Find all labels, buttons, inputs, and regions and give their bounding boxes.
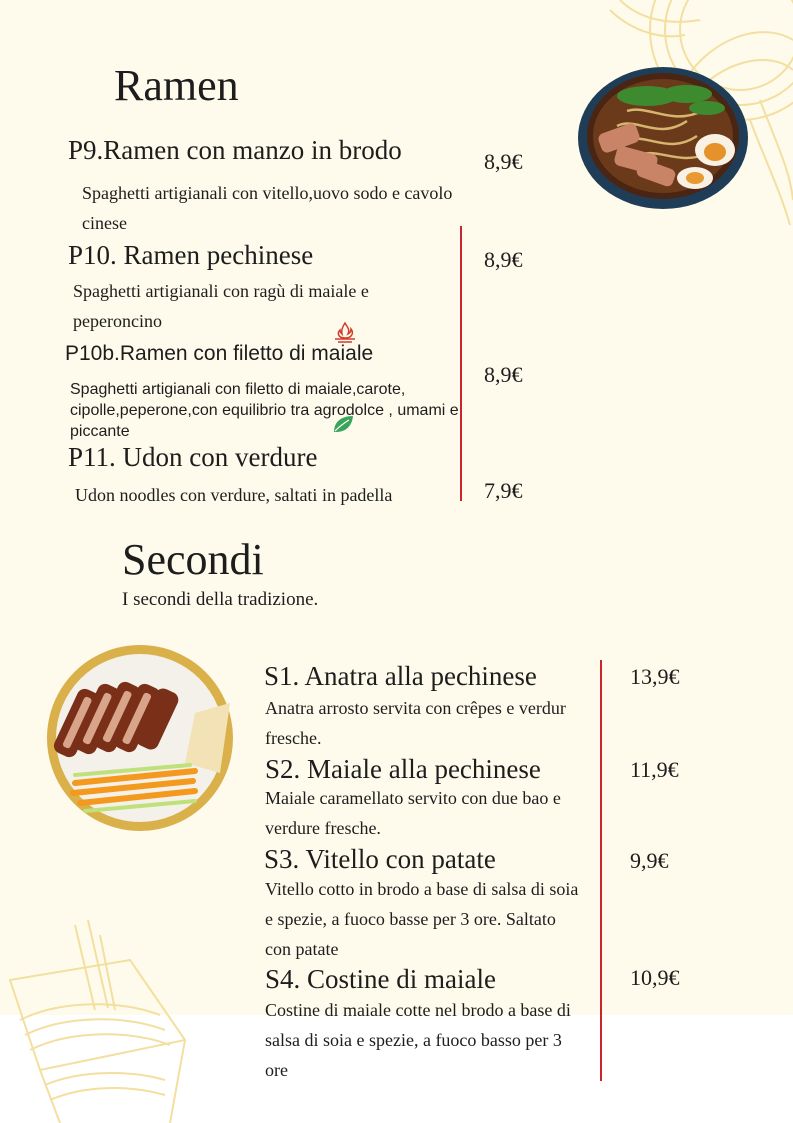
ramen-bowl-photo: [577, 66, 749, 210]
peking-duck-photo: [45, 643, 235, 833]
leaf-icon: [332, 414, 354, 434]
section-subtitle-secondi: I secondi della tradizione.: [122, 589, 319, 610]
dish-price-s4: 10,9€: [630, 965, 680, 990]
dish-price-s3: 9,9€: [630, 848, 669, 873]
section-title-secondi: Secondi: [122, 535, 264, 584]
dish-description-p10b: Spaghetti artigianali con filetto di maiale,carote, cipolle,peperone,con equilibrio tra agrodolce , umami e piccante: [70, 381, 459, 440]
noodle-box-decoration-bottom-left: [0, 920, 200, 1123]
dish-description-s3: Vitello cotto in brodo a base di salsa di soia e spezie, a fuoco basse per 3 ore. Saltato con patate: [265, 879, 579, 959]
section-title-ramen: Ramen: [114, 61, 239, 110]
dish-price-p10b: 8,9€: [484, 362, 523, 387]
secondi-price-divider: [600, 660, 602, 1081]
ramen-price-divider: [460, 226, 462, 501]
dish-name-s3: S3. Vitello con patate: [264, 844, 496, 874]
dish-name-s2: S2. Maiale alla pechinese: [265, 754, 541, 784]
dish-description-p10: Spaghetti artigianali con ragù di maiale e peperoncino: [73, 281, 369, 331]
spicy-icon: [333, 321, 357, 343]
dish-name-s1: S1. Anatra alla pechinese: [264, 661, 537, 691]
dish-description-p9: Spaghetti artigianali con vitello,uovo sodo e cavolo cinese: [82, 183, 453, 233]
dish-name-p9: P9.Ramen con manzo in brodo: [68, 135, 402, 165]
dish-price-p10: 8,9€: [484, 247, 523, 272]
dish-name-p10: P10. Ramen pechinese: [68, 240, 314, 270]
dish-price-s1: 13,9€: [630, 664, 680, 689]
dish-name-p11: P11. Udon con verdure: [68, 442, 318, 472]
dish-price-s2: 11,9€: [630, 757, 679, 782]
dish-price-p9: 8,9€: [484, 149, 523, 174]
dish-name-p10b: P10b.Ramen con filetto di maiale: [65, 342, 374, 365]
dish-description-s1: Anatra arrosto servita con crêpes e verdur fresche.: [265, 698, 566, 748]
dish-name-s4: S4. Costine di maiale: [265, 964, 496, 994]
dish-description-s4: Costine di maiale cotte nel brodo a base di salsa di soia e spezie, a fuoco basso per 3 ore: [265, 1000, 571, 1080]
dish-description-p11: Udon noodles con verdure, saltati in padella: [75, 485, 393, 505]
dish-description-s2: Maiale caramellato servito con due bao e verdure fresche.: [265, 788, 561, 838]
dish-price-p11: 7,9€: [484, 478, 523, 503]
